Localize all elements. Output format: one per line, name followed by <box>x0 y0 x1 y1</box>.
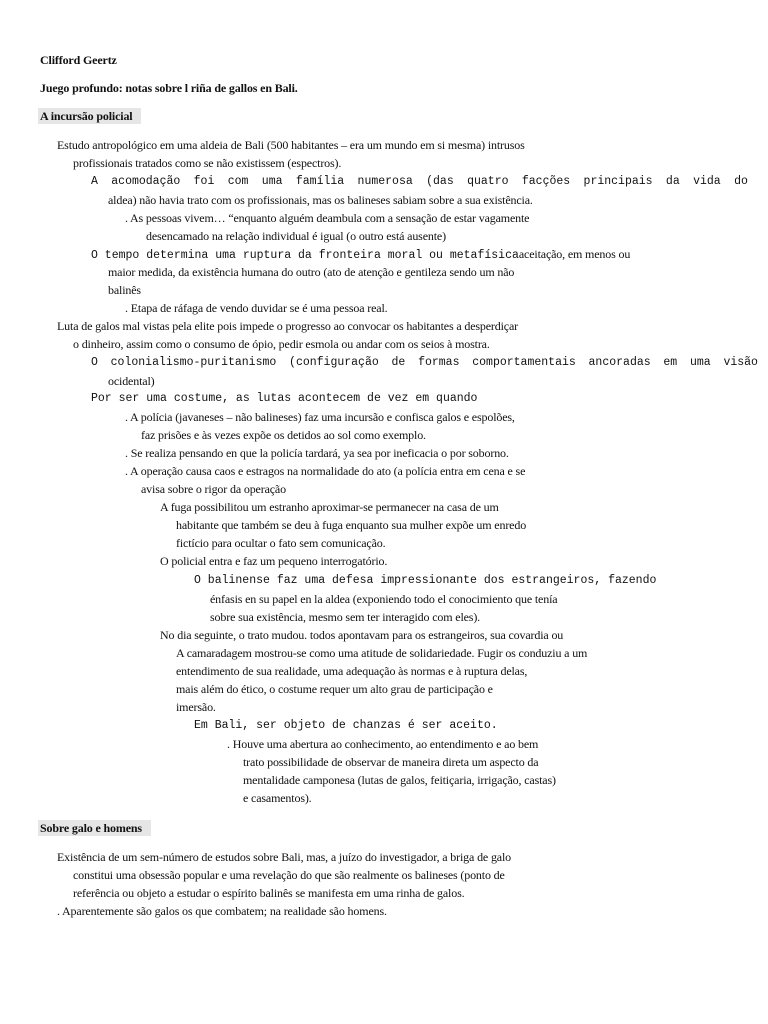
text-segment: aceitação, em menos ou <box>518 247 631 261</box>
mono-word: O <box>91 356 98 369</box>
mono-justified-line <box>91 174 748 190</box>
text-line: o dinheiro, assim como o consumo de ópio, pedir esmola ou andar com os seios à mostra. <box>73 337 490 351</box>
text-line: . Se realiza pensando en que la policía tardará, ya sea por ineficacia o por soborno. <box>125 446 509 460</box>
mono-word: numerosa <box>357 175 413 188</box>
mono-word: formas <box>418 356 460 369</box>
mono-justified-line <box>91 355 758 371</box>
text-line: sobre sua existência, mesmo sem ter interagido com eles). <box>210 610 481 624</box>
text-line: . Houve uma abertura ao conhecimento, ao entendimento e ao bem <box>227 737 539 751</box>
document-title: Juego profundo: notas sobre l riña de gallos en Bali. <box>40 81 298 95</box>
mono-word: principais <box>583 175 653 188</box>
text-line: faz prisões e às vezes expõe os detidos ao sol como exemplo. <box>141 428 426 442</box>
text-line: . A polícia (javaneses – não balineses) faz uma incursão e confisca galos e espolões, <box>125 410 515 424</box>
text-line: referência ou objeto a estudar o espírito balinês se manifesta em uma rinha de galos. <box>73 886 465 900</box>
bullet-line: O policial entra e faz um pequeno interrogatório. <box>160 554 388 568</box>
text-line: constitui uma obsessão popular e uma revelação do que são realmente os balineses (ponto de <box>73 868 505 882</box>
mono-line: Em Bali, ser objeto de chanzas é ser aceito. <box>194 719 498 732</box>
text-line: imersão. <box>176 700 216 714</box>
mono-word: uma <box>689 356 711 369</box>
text-line: mais além do ético, o costume requer um alto grau de participação e <box>176 682 493 696</box>
text-line: . A operação causa caos e estragos na normalidade do ato (a polícia entra em cena e se <box>125 464 526 478</box>
text-line: entendimento de sua realidade, uma adequação às normas e à ruptura delas, <box>176 664 528 678</box>
text-line: avisa sobre o rigor da operação <box>141 482 286 496</box>
bullet-line: No dia seguinte, o trato mudou. todos apontavam para os estrangeiros, sua covardia ou <box>160 628 564 642</box>
mono-word: foi <box>193 175 215 188</box>
text-line: fictício para ocultar o fato sem comunicação. <box>176 536 386 550</box>
text-line: desencamado na relação individual é igual (o outro está ausente) <box>146 229 446 243</box>
mono-word: de <box>391 356 406 369</box>
text-line: . Aparentemente são galos os que combatem; na realidade são homens. <box>57 904 387 918</box>
mono-word: (das <box>426 175 454 188</box>
bullet-line: Existência de um sem-número de estudos sobre Bali, mas, a juízo do investigador, a briga de galo <box>57 850 511 864</box>
mixed-line <box>91 246 697 264</box>
mono-word: em <box>663 356 678 369</box>
text-line: aldea) não havia trato com os profissionais, mas os balineses sabiam sobre a sua existência. <box>108 193 533 207</box>
text-line: . As pessoas vivem… “enquanto alguém deambula com a sensação de estar vagamente <box>125 211 530 225</box>
text-line: mentalidade camponesa (lutas de galos, feitiçaria, irrigação, castas) <box>243 773 556 787</box>
bullet-line: A fuga possibilitou um estranho aproximar-se permanecer na casa de um <box>160 500 499 514</box>
mono-word: com <box>227 175 249 188</box>
mono-line: O balinense faz uma defesa impressionante dos estrangeiros, fazendo <box>194 574 657 587</box>
text-line: énfasis en su papel en la aldea (exponiendo todo el conocimiento que tenía <box>210 592 558 606</box>
mono-word: acomodação <box>111 175 181 188</box>
mono-word: do <box>734 175 748 188</box>
text-line: ocidental) <box>108 374 155 388</box>
mono-line: Por ser uma costume, as lutas acontecem de vez em quando <box>91 392 478 405</box>
mono-word: facções <box>521 175 571 188</box>
text-line: maior medida, da existência humana do outro (ato de atenção e gentileza sendo um não <box>108 265 515 279</box>
mono-word: uma <box>261 175 283 188</box>
text-line: A camaradagem mostrou-se como uma atitude de solidariedade. Fugir os conduziu a um <box>176 646 588 660</box>
text-line: . Etapa de ráfaga de vendo duvidar se é uma pessoa real. <box>125 301 388 315</box>
section-heading-police-raid: A incursão policial <box>38 108 141 124</box>
text-line: trato possibilidade de observar de maneira direta um aspecto da <box>243 755 539 769</box>
mono-word: (configuração <box>289 356 379 369</box>
bullet-line: Estudo antropológico em uma aldeia de Bali (500 habitantes – era um mundo em si mesma) intrusos <box>57 138 525 152</box>
mono-text: O tempo determina uma ruptura da fronteira moral ou metafísica <box>91 249 519 262</box>
mono-word: A <box>91 175 98 188</box>
mono-word: vida <box>693 175 721 188</box>
text-line: e casamentos). <box>243 791 312 805</box>
mono-word: colonialismo-puritanismo <box>110 356 277 369</box>
mono-word: visão <box>723 356 758 369</box>
text-line: profissionais tratados como se não existissem (espectros). <box>73 156 342 170</box>
bullet-line: Luta de galos mal vistas pela elite pois impede o progresso ao convocar os habitantes a desperdiçar <box>57 319 518 333</box>
mono-word: da <box>665 175 680 188</box>
mono-word: família <box>295 175 345 188</box>
text-line: habitante que também se deu à fuga enquanto sua mulher expõe um enredo <box>176 518 527 532</box>
section-heading-cocks-and-men: Sobre galo e homens <box>38 820 151 836</box>
mono-word: comportamentais <box>472 356 576 369</box>
mono-word: ancoradas <box>588 356 651 369</box>
author-name: Clifford Geertz <box>40 53 117 67</box>
mono-word: quatro <box>467 175 509 188</box>
text-line: balinês <box>108 283 141 297</box>
